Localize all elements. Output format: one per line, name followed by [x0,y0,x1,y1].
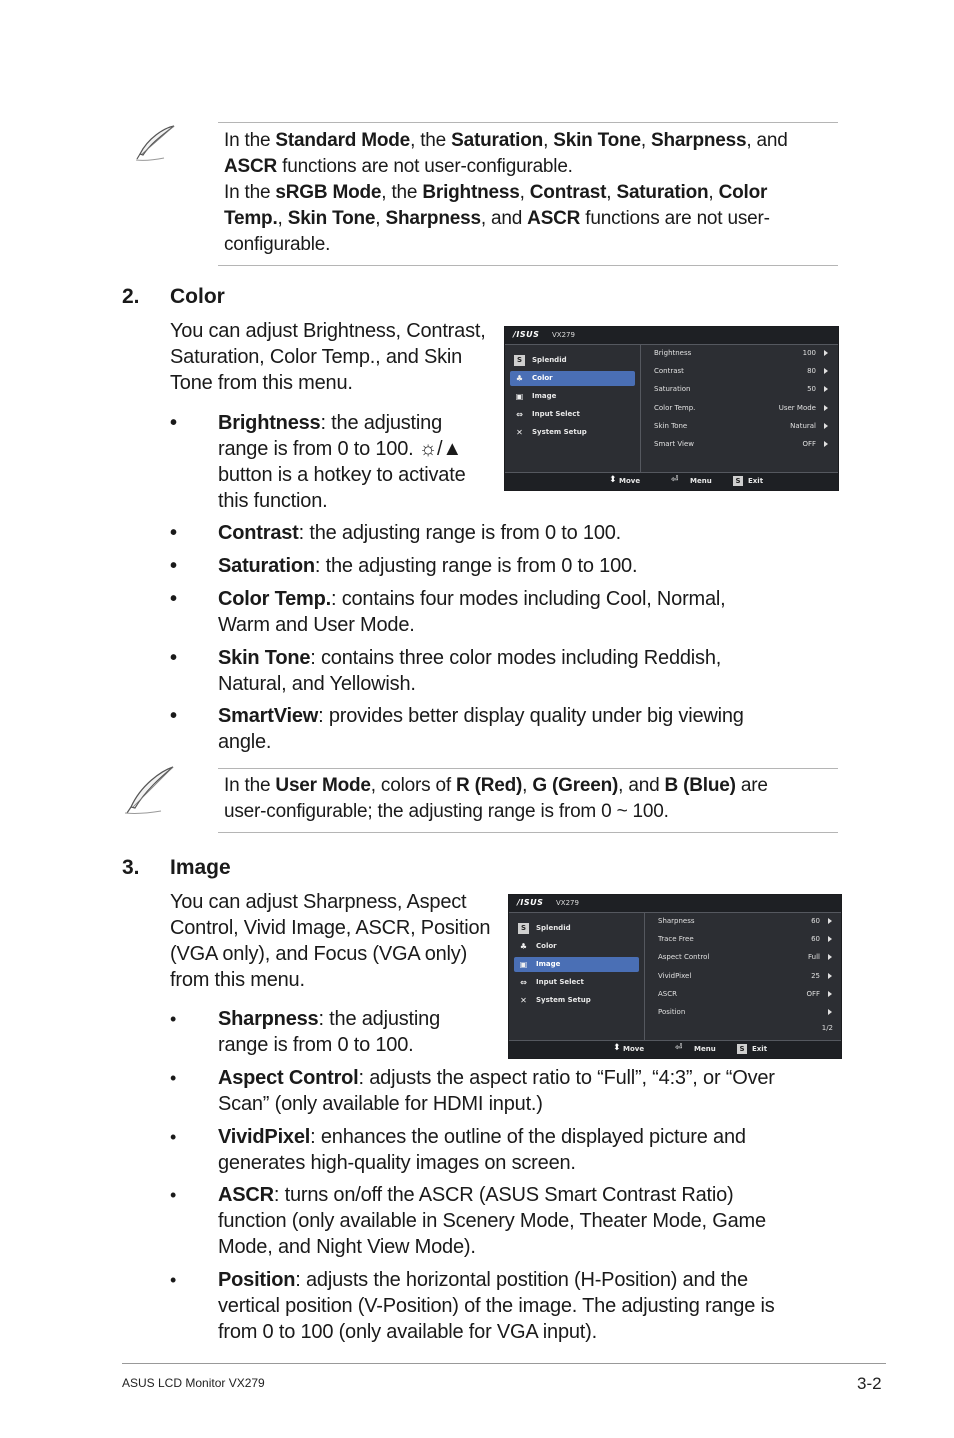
osd-setting-name: Aspect Control [658,953,710,962]
bold-term: Sharpness [218,1008,319,1030]
bullet-text [218,703,744,755]
bold-term: Saturation [218,555,315,577]
text-run: : contains three color modes including Reddish, [310,647,722,669]
osd-color-menu-screenshot [504,326,839,491]
osd-menu-label: Menu [694,1045,716,1053]
osd-menu-item [510,389,635,404]
bold-term: B (Blue) [664,775,736,796]
osd-menu-item [514,993,639,1008]
bullet-text [218,1065,775,1117]
text-run: , [543,130,554,151]
text-run: are [735,775,768,796]
arrow-right-icon [828,973,832,979]
system-setup-icon: ✕ [516,428,523,437]
bullet-marker: • [170,412,177,434]
osd-menu-label: Splendid [532,356,567,364]
intro-line: You can adjust Brightness, Contrast, [170,320,486,342]
osd-menu-label: System Setup [532,428,587,436]
exit-key-icon: S [733,476,743,486]
osd-exit-label: Exit [748,477,764,485]
text-run: , the [381,182,423,203]
text-line [218,1032,440,1058]
splendid-icon: S [514,355,525,366]
bold-term: Sharpness [385,208,481,229]
osd-main-menu [505,345,639,473]
osd-menu-label: System Setup [536,996,591,1004]
section3-number: 3. [122,856,140,879]
osd-setting-value: 60 [811,917,820,925]
osd-setting-name: Contrast [654,367,684,376]
intro-line: Saturation, Color Temp., and Skin [170,346,463,368]
bold-term: Skin Tone [218,647,311,669]
osd-setting-value: User Mode [778,403,816,412]
text-line [224,799,838,825]
color-icon: ♣ [519,942,528,951]
osd-divider [644,913,645,1041]
osd-setting-name: ASCR [658,989,677,998]
text-run: functions are not user-configurable. [277,156,573,177]
text-run: , [519,182,530,203]
osd-exit-label: Exit [752,1045,768,1053]
osd-menu-label: Image [536,960,561,968]
osd-title-bar [505,327,838,345]
color-icon: ♣ [515,374,524,383]
text-line [224,154,838,180]
bold-term: ASCR [224,156,278,177]
bullet-text [218,645,721,697]
section2-title: Color [170,285,225,308]
image-icon: ▣ [519,960,528,969]
intro-line: You can adjust Sharpness, Aspect [170,891,467,913]
osd-page-indicator: 1/2 [821,1024,833,1032]
osd-setting-value: 25 [811,971,820,980]
osd-setting-value: 100 [802,349,816,357]
text-line [218,1006,440,1032]
bold-term: Temp. [224,208,278,229]
osd-setting-row [654,989,838,1001]
note2-text [224,773,838,825]
arrow-right-icon [828,954,832,960]
arrow-right-icon [824,441,828,447]
bold-term: Color [718,182,768,203]
osd-setting-name: Skin Tone [654,421,688,430]
arrow-right-icon [828,1009,832,1015]
section2-number: 2. [122,285,140,308]
text-line [218,462,466,488]
osd-menu-label: Splendid [536,924,571,932]
text-run: : the adjusting range is from 0 to 100. [314,555,638,577]
text-run: , colors of [370,775,457,796]
bold-term: G (Green) [532,775,619,796]
osd-menu-label: Color [532,374,553,382]
text-run: vertical position (V-Position) of the image. The adjusting range is [218,1295,775,1317]
bold-term: Contrast [218,522,299,544]
menu-enter-icon: ⏎ [671,475,679,485]
text-line [218,703,744,729]
system-setup-icon: ✕ [520,996,527,1005]
osd-setting-name: Position [658,1008,686,1016]
osd-setting-row [654,971,838,983]
text-run: , [640,130,651,151]
bold-term: User Mode [275,775,371,796]
osd-setting-name: Sharpness [658,917,695,925]
input-select-icon: ⇔ [520,978,527,987]
text-run: , and [746,130,788,151]
footer-rule [122,1363,886,1364]
osd-setting-row [654,1007,838,1019]
text-line [224,232,838,258]
osd-setting-name: VividPixel [658,971,692,980]
osd-setting-row [654,934,838,946]
image-icon: ▣ [515,392,524,401]
text-run: Scan” (only available for HDMI input.) [218,1093,543,1115]
osd-model-name: VX279 [552,331,575,339]
text-line [218,1208,766,1234]
text-run: functions are not user- [580,208,770,229]
bullet-marker: • [170,647,177,669]
text-run: function (only available in Scenery Mode, Theater Mode, Game [218,1210,766,1232]
text-line [218,1065,775,1091]
text-run: from 0 to 100 (only available for VGA input). [218,1321,597,1343]
osd-title-bar [509,895,841,913]
text-run: In the [224,130,276,151]
input-select-icon: ⇔ [516,410,523,419]
arrow-right-icon [828,918,832,924]
text-line [218,553,637,579]
osd-setting-value: OFF [802,440,816,448]
osd-menu-label: Color [536,942,557,950]
bold-term: Saturation [616,182,709,203]
text-run: Mode, and Night View Mode). [218,1236,476,1258]
osd-menu-label: Input Select [532,410,580,418]
bullet-text [218,553,637,579]
text-run: : turns on/off the ASCR (ASUS Smart Contrast Ratio) [273,1184,734,1206]
bullet-marker: • [170,1185,177,1205]
text-run: , and [480,208,528,229]
osd-setting-value: Full [808,953,820,962]
bullet-marker: • [170,1009,177,1029]
osd-setting-name: Trace Free [658,935,694,944]
text-run: : contains four modes including Cool, Normal, [331,588,726,610]
bold-term: Contrast [529,182,607,203]
osd-setting-value: 50 [807,385,816,394]
arrow-right-icon [824,350,828,356]
move-arrows-icon: ⬍ [613,1043,621,1053]
osd-setting-name: Color Temp. [654,403,696,412]
text-run: , [277,208,288,229]
osd-menu-item [514,957,639,972]
note1-text [224,128,838,258]
text-run: In the [224,775,276,796]
text-run: Natural, and Yellowish. [218,673,416,695]
asus-logo: /ISUS [513,330,540,339]
text-line [224,180,838,206]
osd-menu-item [514,975,639,990]
osd-setting-name: Brightness [654,349,692,357]
osd-image-menu-screenshot [508,894,842,1059]
bullet-marker: • [170,1270,177,1290]
osd-menu-item [510,371,635,386]
text-line [218,1293,775,1319]
note1-bottom-rule [218,265,838,266]
bullet-marker: • [170,705,177,727]
text-line [218,729,744,755]
text-run: angle. [218,731,272,753]
bold-term: Brightness [422,182,520,203]
osd-navigation-bar [509,1040,841,1058]
text-line [218,1182,766,1208]
text-line [218,436,466,462]
text-line [224,206,838,232]
text-run: ☼/▲ [418,438,462,460]
osd-menu-label: Menu [690,477,712,485]
bold-term: Position [218,1269,296,1291]
bold-term: VividPixel [218,1126,311,1148]
bullet-marker: • [170,588,177,610]
note2-top-rule [218,768,838,769]
bold-term: Color Temp. [218,588,331,610]
text-line [218,1234,766,1260]
osd-main-menu [509,913,643,1041]
asus-logo: /ISUS [517,898,544,907]
text-line [218,488,466,514]
osd-menu-item [514,939,639,954]
bullet-text [218,1006,440,1058]
note2-bottom-rule [218,832,838,833]
text-line [218,1319,775,1345]
osd-menu-item [514,921,639,936]
osd-setting-name: Smart View [654,440,695,448]
osd-setting-row [650,421,834,433]
bullet-text [218,520,621,546]
bullet-text [218,410,466,514]
osd-move-label: Move [619,477,641,485]
bold-term: ASCR [218,1184,274,1206]
arrow-right-icon [824,405,828,411]
text-run: : adjusts the aspect ratio to “Full”, “4:3”, or “Over [358,1067,775,1089]
text-line [218,1150,746,1176]
bold-term: Sharpness [651,130,747,151]
note-feather-icon [134,124,178,162]
osd-move-label: Move [623,1045,645,1053]
arrow-right-icon [828,991,832,997]
osd-navigation-bar [505,472,838,490]
arrow-right-icon [828,936,832,942]
text-line [218,586,726,612]
bold-term: Skin Tone [287,208,376,229]
bullet-text [218,1124,746,1176]
text-line [218,1091,775,1117]
intro-line: Tone from this menu. [170,372,353,394]
bold-term: Brightness [218,412,321,434]
arrow-right-icon [824,386,828,392]
text-run: , [375,208,386,229]
exit-key-icon: S [737,1044,747,1054]
text-run: , [522,775,533,796]
text-line [218,645,721,671]
text-run: : the adjusting [318,1008,441,1030]
text-run: Warm and User Mode. [218,614,415,636]
osd-divider [640,345,641,473]
osd-menu-item [510,353,635,368]
bold-term: Aspect Control [218,1067,359,1089]
section2-intro [170,318,500,396]
osd-setting-value: Natural [790,421,816,430]
osd-setting-row [650,384,834,396]
text-run: : the adjusting [320,412,443,434]
bold-term: R (Red) [456,775,523,796]
text-run: , [708,182,719,203]
arrow-right-icon [824,423,828,429]
text-run: user-configurable; the adjusting range is from 0 ~ 100. [224,801,669,822]
text-run: range is from 0 to 100. [218,1034,414,1056]
osd-model-name: VX279 [556,899,579,907]
arrow-right-icon [824,368,828,374]
text-run: , and [618,775,665,796]
text-run: , the [410,130,452,151]
text-run: : the adjusting range is from 0 to 100. [298,522,622,544]
text-line [218,612,726,638]
osd-menu-item [510,425,635,440]
page-number: 3-2 [857,1374,882,1393]
note1-top-rule [218,122,838,123]
bullet-text [218,1267,775,1345]
splendid-icon: S [518,923,529,934]
osd-setting-name: Saturation [654,385,691,394]
intro-line: from this menu. [170,969,305,991]
text-line [218,410,466,436]
footer-product-name: ASUS LCD Monitor VX279 [122,1376,265,1390]
text-run: : enhances the outline of the displayed picture and [310,1126,746,1148]
osd-setting-row [650,403,834,415]
text-line [224,773,838,799]
bold-term: Standard Mode [275,130,411,151]
text-run: , [606,182,617,203]
text-line [224,128,838,154]
bullet-text [218,1182,766,1260]
osd-setting-row [650,348,834,360]
text-line [218,671,721,697]
bold-term: Skin Tone [553,130,641,151]
text-run: : provides better display quality under big viewing [318,705,744,727]
text-line [218,1267,775,1293]
bullet-marker: • [170,522,177,544]
bullet-marker: • [170,1127,177,1147]
text-run: configurable. [224,234,331,255]
note-feather-icon [123,765,177,815]
text-run: this function. [218,490,328,512]
intro-line: Control, Vivid Image, ASCR, Position [170,917,491,939]
bold-term: Saturation [451,130,544,151]
text-line [218,1124,746,1150]
osd-setting-row [654,916,838,928]
osd-setting-row [654,952,838,964]
text-line [218,520,621,546]
text-run: button is a hotkey to activate [218,464,466,486]
text-run: generates high-quality images on screen. [218,1152,576,1174]
bold-term: sRGB Mode [275,182,382,203]
osd-menu-label: Image [532,392,557,400]
osd-menu-label: Input Select [536,978,584,986]
intro-line: (VGA only), and Focus (VGA only) [170,943,468,965]
menu-enter-icon: ⏎ [675,1043,683,1053]
osd-setting-row [650,439,834,451]
bullet-marker: • [170,555,177,577]
bold-term: SmartView [218,705,319,727]
bullet-text [218,586,726,638]
move-arrows-icon: ⬍ [609,475,617,485]
text-run: range is from 0 to 100. [218,438,419,460]
osd-setting-value: 80 [807,367,816,376]
osd-setting-value: 60 [811,935,820,944]
section3-title: Image [170,856,231,879]
osd-menu-item [510,407,635,422]
text-run: In the [224,182,276,203]
section3-intro [170,889,505,993]
osd-setting-value: OFF [806,989,820,998]
text-run: : adjusts the horizontal postition (H-Position) and the [295,1269,748,1291]
bullet-marker: • [170,1068,177,1088]
osd-setting-row [650,366,834,378]
bold-term: ASCR [527,208,581,229]
